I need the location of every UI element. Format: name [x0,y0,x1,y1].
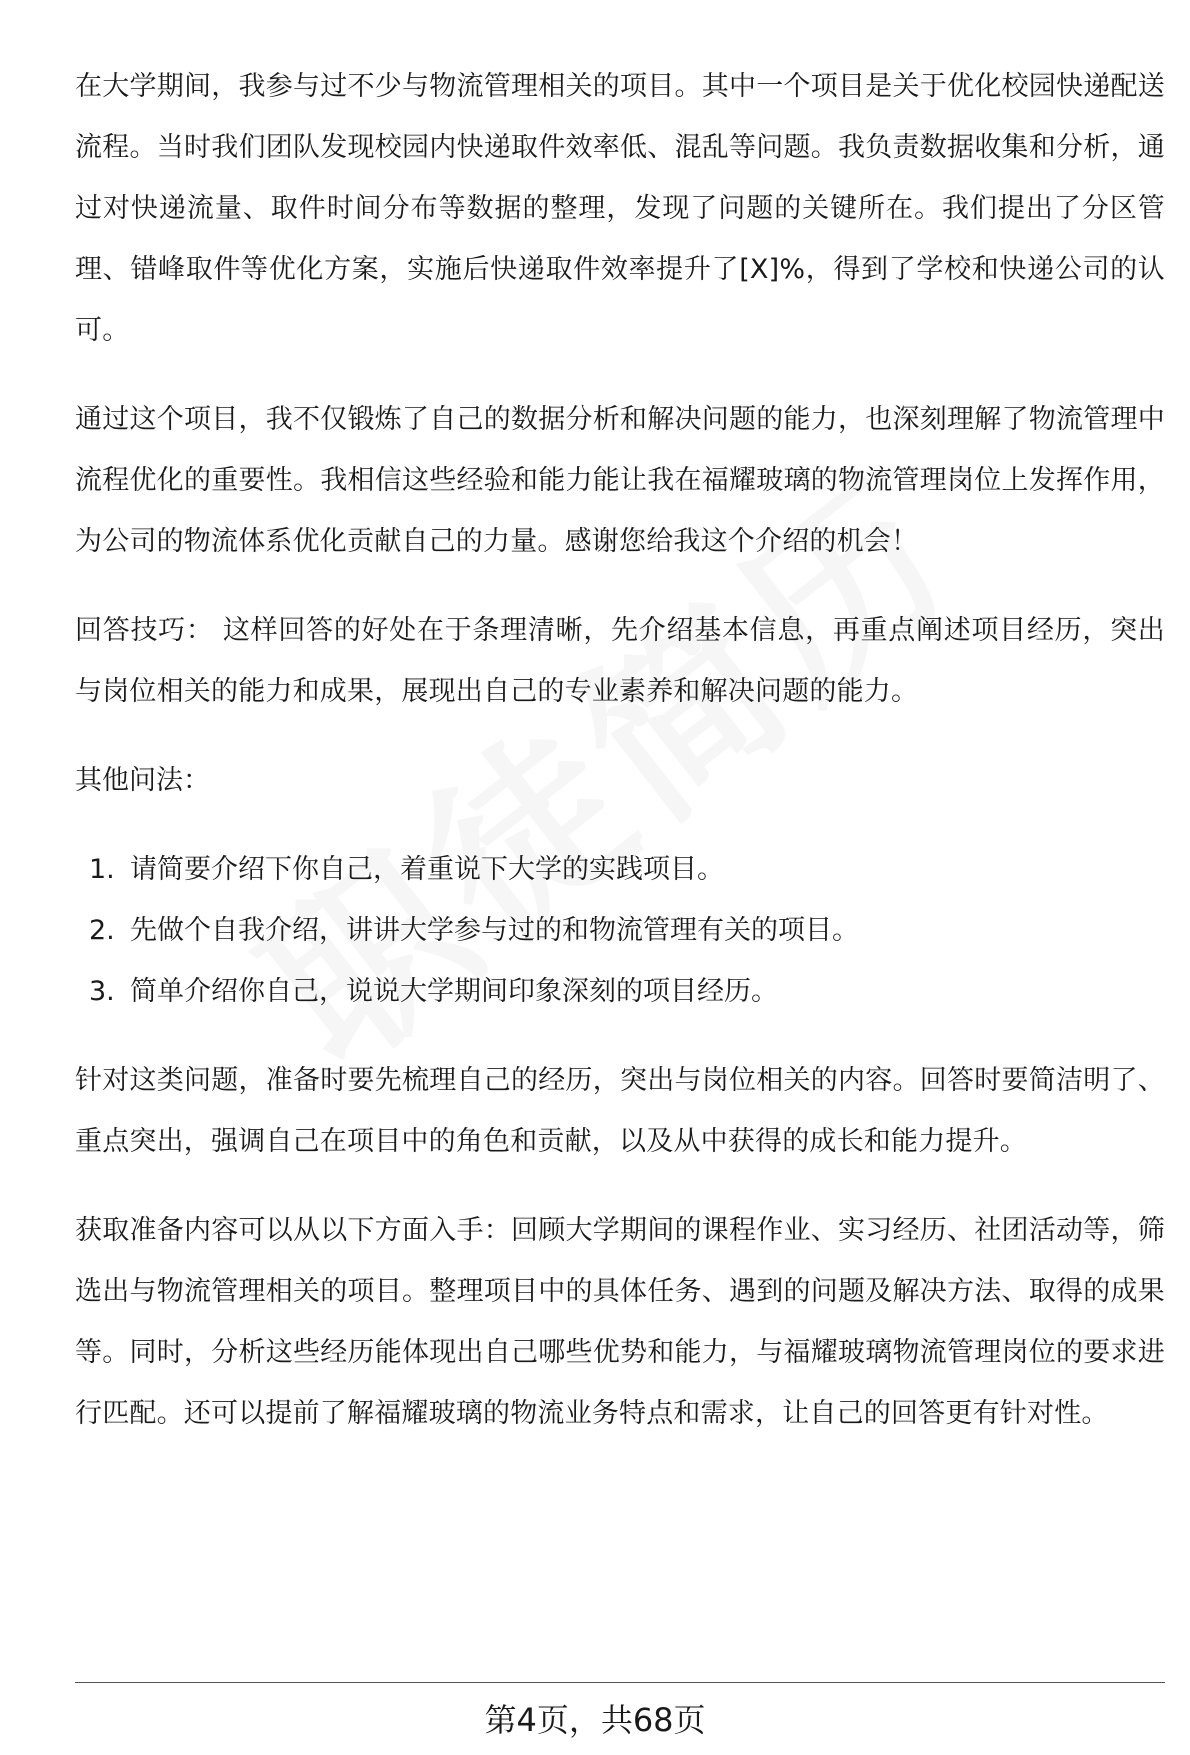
paragraph-preparation-advice: 针对这类问题，准备时要先梳理自己的经历，突出与岗位相关的内容。回答时要简洁明了、重点突出，强调自己在项目中的角色和贡献，以及从中获得的成长和能力提升。 [75,1065,1165,1157]
document-body [75,56,1165,1472]
paragraph-project-experience: 在大学期间，我参与过不少与物流管理相关的项目。其中一个项目是关于优化校园快递配送流程。当时我们团队发现校园内快递取件效率低、混乱等问题。我负责数据收集和分析，通过对快递流量、取件时间分布等数据的整理，发现了问题的关键所在。我们提出了分区管理、错峰取件等优化方案，实施后快递取件效率提升了[X]%，得到了学校和快递公司的认可。 [75,71,1165,346]
list-item-number: 1. [89,854,115,885]
list-item-number: 2. [89,915,115,946]
list-item [75,961,1165,1022]
footer-divider [75,1682,1165,1683]
list-item [75,900,1165,961]
list-item-text: 请简要介绍下你自己，着重说下大学的实践项目。 [130,854,724,885]
paragraph-preparation-sources: 获取准备内容可以从以下方面入手：回顾大学期间的课程作业、实习经历、社团活动等，筛选出与物流管理相关的项目。整理项目中的具体任务、遇到的问题及解决方法、取得的成果等。同时，分析这些经历能体现出自己哪些优势和能力，与福耀玻璃物流管理岗位的要求进行匹配。还可以提前了解福耀玻璃的物流业务特点和需求，让自己的回答更有针对性。 [75,1215,1165,1429]
page-number: 第4页，共68页 [484,1701,706,1739]
paragraph-project-reflection: 通过这个项目，我不仅锻炼了自己的数据分析和解决问题的能力，也深刻理解了物流管理中流程优化的重要性。我相信这些经验和能力能让我在福耀玻璃的物流管理岗位上发挥作用，为公司的物流体系优化贡献自己的力量。感谢您给我这个介绍的机会！ [75,404,1165,557]
other-questions-list [75,839,1165,1022]
list-item-text: 先做个自我介绍，讲讲大学参与过的和物流管理有关的项目。 [130,915,859,946]
list-item [75,839,1165,900]
other-questions-heading: 其他问法： [75,765,210,796]
list-item-text: 简单介绍你自己，说说大学期间印象深刻的项目经历。 [130,976,778,1007]
list-item-number: 3. [89,976,115,1007]
paragraph-answer-tips: 回答技巧： 这样回答的好处在于条理清晰，先介绍基本信息，再重点阐述项目经历，突出与岗位相关的能力和成果，展现出自己的专业素养和解决问题的能力。 [75,615,1165,707]
